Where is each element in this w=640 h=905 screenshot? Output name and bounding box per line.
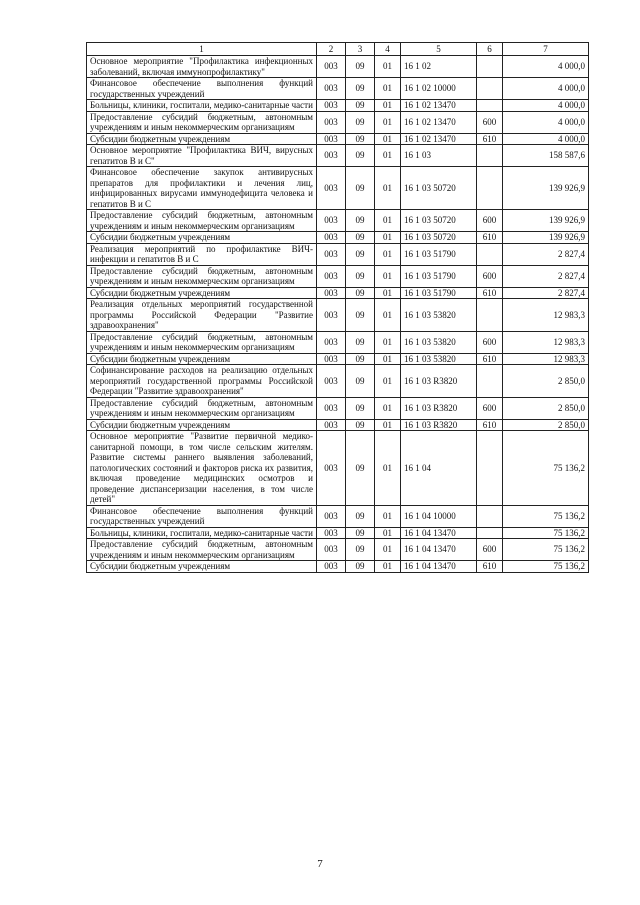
subsection-code: 01: [375, 56, 401, 78]
row-name: Финансовое обеспечение выполнения функций государственных учреждений: [87, 505, 317, 527]
budget-table: [86, 42, 589, 573]
target-article-code: 16 1 03 R3820: [401, 419, 477, 431]
section-code: 09: [346, 210, 375, 232]
expense-type-code: 600: [477, 331, 503, 353]
target-article-code: 16 1 03 50720: [401, 232, 477, 244]
subsection-code: 01: [375, 527, 401, 539]
ministry-code: 003: [317, 145, 346, 167]
amount: 2 827,4: [503, 243, 589, 265]
target-article-code: 16 1 03 51790: [401, 243, 477, 265]
header-cell: 2: [317, 43, 346, 56]
target-article-code: 16 1 02: [401, 56, 477, 78]
ministry-code: 003: [317, 56, 346, 78]
subsection-code: 01: [375, 232, 401, 244]
row-name: Предоставление субсидий бюджетным, автономным учреждениям и иным некоммерческим организациям: [87, 397, 317, 419]
target-article-code: 16 1 04 13470: [401, 561, 477, 573]
table-row: [87, 353, 589, 365]
expense-type-code: [477, 431, 503, 506]
expense-type-code: 600: [477, 397, 503, 419]
row-name: Основное мероприятие "Развитие первичной медико-санитарной помощи, в том числе сельским жителям. Развитие системы раннего выявления заболеваний, патологических состояний и факторов риска их развития, включая проведение медицинских осмотров и проведение диспансеризации населения, в том числе детей": [87, 431, 317, 506]
target-article-code: 16 1 04 13470: [401, 527, 477, 539]
row-name: Больницы, клиники, госпитали, медико-санитарные части: [87, 100, 317, 112]
amount: 2 827,4: [503, 265, 589, 287]
table-row: [87, 100, 589, 112]
amount: 4 000,0: [503, 133, 589, 145]
section-code: 09: [346, 265, 375, 287]
expense-type-code: [477, 100, 503, 112]
subsection-code: 01: [375, 561, 401, 573]
ministry-code: 003: [317, 365, 346, 398]
expense-type-code: [477, 365, 503, 398]
target-article-code: 16 1 03 R3820: [401, 365, 477, 398]
expense-type-code: 610: [477, 419, 503, 431]
target-article-code: 16 1 02 13470: [401, 100, 477, 112]
ministry-code: 003: [317, 419, 346, 431]
ministry-code: 003: [317, 397, 346, 419]
amount: 139 926,9: [503, 232, 589, 244]
ministry-code: 003: [317, 111, 346, 133]
header-row: [87, 43, 589, 56]
subsection-code: 01: [375, 210, 401, 232]
expense-type-code: [477, 527, 503, 539]
subsection-code: 01: [375, 145, 401, 167]
section-code: 09: [346, 431, 375, 506]
ministry-code: 003: [317, 232, 346, 244]
target-article-code: 16 1 04 10000: [401, 505, 477, 527]
amount: 158 587,6: [503, 145, 589, 167]
header-cell: 1: [87, 43, 317, 56]
target-article-code: 16 1 02 13470: [401, 133, 477, 145]
row-name: Предоставление субсидий бюджетным, автономным учреждениям и иным некоммерческим организациям: [87, 210, 317, 232]
subsection-code: 01: [375, 78, 401, 100]
amount: 75 136,2: [503, 539, 589, 561]
row-name: Реализация отдельных мероприятий государственной программы Российской Федерации "Развитие здравоохранения": [87, 299, 317, 332]
table-row: [87, 243, 589, 265]
subsection-code: 01: [375, 243, 401, 265]
subsection-code: 01: [375, 287, 401, 299]
table-row: [87, 167, 589, 210]
ministry-code: 003: [317, 561, 346, 573]
subsection-code: 01: [375, 431, 401, 506]
ministry-code: 003: [317, 133, 346, 145]
section-code: 09: [346, 100, 375, 112]
row-name: Предоставление субсидий бюджетным, автономным учреждениям и иным некоммерческим организациям: [87, 111, 317, 133]
table-row: [87, 365, 589, 398]
subsection-code: 01: [375, 505, 401, 527]
row-name: Предоставление субсидий бюджетным, автономным учреждениям и иным некоммерческим организациям: [87, 539, 317, 561]
section-code: 09: [346, 287, 375, 299]
amount: 139 926,9: [503, 167, 589, 210]
section-code: 09: [346, 539, 375, 561]
expense-type-code: [477, 145, 503, 167]
table-row: [87, 561, 589, 573]
row-name: Субсидии бюджетным учреждениям: [87, 232, 317, 244]
amount: 4 000,0: [503, 56, 589, 78]
ministry-code: 003: [317, 265, 346, 287]
section-code: 09: [346, 232, 375, 244]
target-article-code: 16 1 04 13470: [401, 539, 477, 561]
section-code: 09: [346, 56, 375, 78]
section-code: 09: [346, 397, 375, 419]
target-article-code: 16 1 03 51790: [401, 265, 477, 287]
section-code: 09: [346, 331, 375, 353]
amount: 12 983,3: [503, 299, 589, 332]
target-article-code: 16 1 03 53820: [401, 299, 477, 332]
ministry-code: 003: [317, 210, 346, 232]
section-code: 09: [346, 299, 375, 332]
table-row: [87, 56, 589, 78]
section-code: 09: [346, 419, 375, 431]
section-code: 09: [346, 167, 375, 210]
header-cell: 7: [503, 43, 589, 56]
expense-type-code: 600: [477, 265, 503, 287]
ministry-code: 003: [317, 353, 346, 365]
ministry-code: 003: [317, 100, 346, 112]
ministry-code: 003: [317, 431, 346, 506]
expense-type-code: 600: [477, 210, 503, 232]
expense-type-code: 610: [477, 353, 503, 365]
amount: 75 136,2: [503, 561, 589, 573]
amount: 4 000,0: [503, 100, 589, 112]
table-row: [87, 419, 589, 431]
target-article-code: 16 1 03 50720: [401, 210, 477, 232]
ministry-code: 003: [317, 299, 346, 332]
section-code: 09: [346, 365, 375, 398]
ministry-code: 003: [317, 527, 346, 539]
expense-type-code: [477, 505, 503, 527]
target-article-code: 16 1 03 50720: [401, 167, 477, 210]
subsection-code: 01: [375, 331, 401, 353]
section-code: 09: [346, 527, 375, 539]
table-row: [87, 78, 589, 100]
amount: 2 850,0: [503, 419, 589, 431]
subsection-code: 01: [375, 265, 401, 287]
row-name: Финансовое обеспечение выполнения функций государственных учреждений: [87, 78, 317, 100]
row-name: Субсидии бюджетным учреждениям: [87, 561, 317, 573]
row-name: Больницы, клиники, госпитали, медико-санитарные части: [87, 527, 317, 539]
table-row: [87, 431, 589, 506]
amount: 4 000,0: [503, 111, 589, 133]
page-number: 7: [317, 858, 323, 870]
table-row: [87, 111, 589, 133]
ministry-code: 003: [317, 505, 346, 527]
header-cell: 5: [401, 43, 477, 56]
expense-type-code: [477, 167, 503, 210]
amount: 12 983,3: [503, 331, 589, 353]
target-article-code: 16 1 02 13470: [401, 111, 477, 133]
table-row: [87, 145, 589, 167]
row-name: Субсидии бюджетным учреждениям: [87, 419, 317, 431]
section-code: 09: [346, 505, 375, 527]
amount: 75 136,2: [503, 505, 589, 527]
expense-type-code: 610: [477, 561, 503, 573]
amount: 12 983,3: [503, 353, 589, 365]
table-row: [87, 210, 589, 232]
row-name: Субсидии бюджетным учреждениям: [87, 287, 317, 299]
amount: 4 000,0: [503, 78, 589, 100]
amount: 2 850,0: [503, 365, 589, 398]
target-article-code: 16 1 03: [401, 145, 477, 167]
section-code: 09: [346, 243, 375, 265]
amount: 75 136,2: [503, 431, 589, 506]
subsection-code: 01: [375, 539, 401, 561]
table-row: [87, 539, 589, 561]
ministry-code: 003: [317, 331, 346, 353]
subsection-code: 01: [375, 299, 401, 332]
subsection-code: 01: [375, 419, 401, 431]
expense-type-code: 610: [477, 287, 503, 299]
table-row: [87, 287, 589, 299]
ministry-code: 003: [317, 78, 346, 100]
target-article-code: 16 1 04: [401, 431, 477, 506]
expense-type-code: [477, 78, 503, 100]
row-name: Предоставление субсидий бюджетным, автономным учреждениям и иным некоммерческим организациям: [87, 265, 317, 287]
section-code: 09: [346, 111, 375, 133]
amount: 75 136,2: [503, 527, 589, 539]
row-name: Основное мероприятие "Профилактика инфекционных заболеваний, включая иммунопрофилактику": [87, 56, 317, 78]
expense-type-code: 600: [477, 111, 503, 133]
expense-type-code: 610: [477, 133, 503, 145]
table-row: [87, 265, 589, 287]
section-code: 09: [346, 561, 375, 573]
row-name: Предоставление субсидий бюджетным, автономным учреждениям и иным некоммерческим организациям: [87, 331, 317, 353]
target-article-code: 16 1 03 51790: [401, 287, 477, 299]
section-code: 09: [346, 145, 375, 167]
expense-type-code: 600: [477, 539, 503, 561]
expense-type-code: [477, 299, 503, 332]
expense-type-code: 610: [477, 232, 503, 244]
target-article-code: 16 1 03 53820: [401, 331, 477, 353]
row-name: Софинансирование расходов на реализацию отдельных мероприятий государственной программы Российской Федерации "Развитие здравоохранения": [87, 365, 317, 398]
row-name: Субсидии бюджетным учреждениям: [87, 353, 317, 365]
ministry-code: 003: [317, 243, 346, 265]
target-article-code: 16 1 02 10000: [401, 78, 477, 100]
subsection-code: 01: [375, 133, 401, 145]
table-row: [87, 331, 589, 353]
expense-type-code: [477, 243, 503, 265]
table-row: [87, 505, 589, 527]
amount: 2 850,0: [503, 397, 589, 419]
ministry-code: 003: [317, 539, 346, 561]
header-cell: 4: [375, 43, 401, 56]
row-name: Финансовое обеспечение закупок антивирусных препаратов для профилактики и лечения лиц, инфицированных вирусами иммунодефицита человека и гепатитов В и С: [87, 167, 317, 210]
row-name: Основное мероприятие "Профилактика ВИЧ, вирусных гепатитов В и С": [87, 145, 317, 167]
table-row: [87, 299, 589, 332]
table-row: [87, 133, 589, 145]
row-name: Субсидии бюджетным учреждениям: [87, 133, 317, 145]
table-row: [87, 397, 589, 419]
target-article-code: 16 1 03 R3820: [401, 397, 477, 419]
section-code: 09: [346, 78, 375, 100]
amount: 2 827,4: [503, 287, 589, 299]
row-name: Реализация мероприятий по профилактике ВИЧ-инфекции и гепатитов В и С: [87, 243, 317, 265]
subsection-code: 01: [375, 167, 401, 210]
ministry-code: 003: [317, 287, 346, 299]
table-row: [87, 527, 589, 539]
subsection-code: 01: [375, 111, 401, 133]
section-code: 09: [346, 353, 375, 365]
target-article-code: 16 1 03 53820: [401, 353, 477, 365]
table-row: [87, 232, 589, 244]
subsection-code: 01: [375, 353, 401, 365]
section-code: 09: [346, 133, 375, 145]
ministry-code: 003: [317, 167, 346, 210]
header-cell: 6: [477, 43, 503, 56]
amount: 139 926,9: [503, 210, 589, 232]
subsection-code: 01: [375, 365, 401, 398]
subsection-code: 01: [375, 397, 401, 419]
header-cell: 3: [346, 43, 375, 56]
expense-type-code: [477, 56, 503, 78]
subsection-code: 01: [375, 100, 401, 112]
